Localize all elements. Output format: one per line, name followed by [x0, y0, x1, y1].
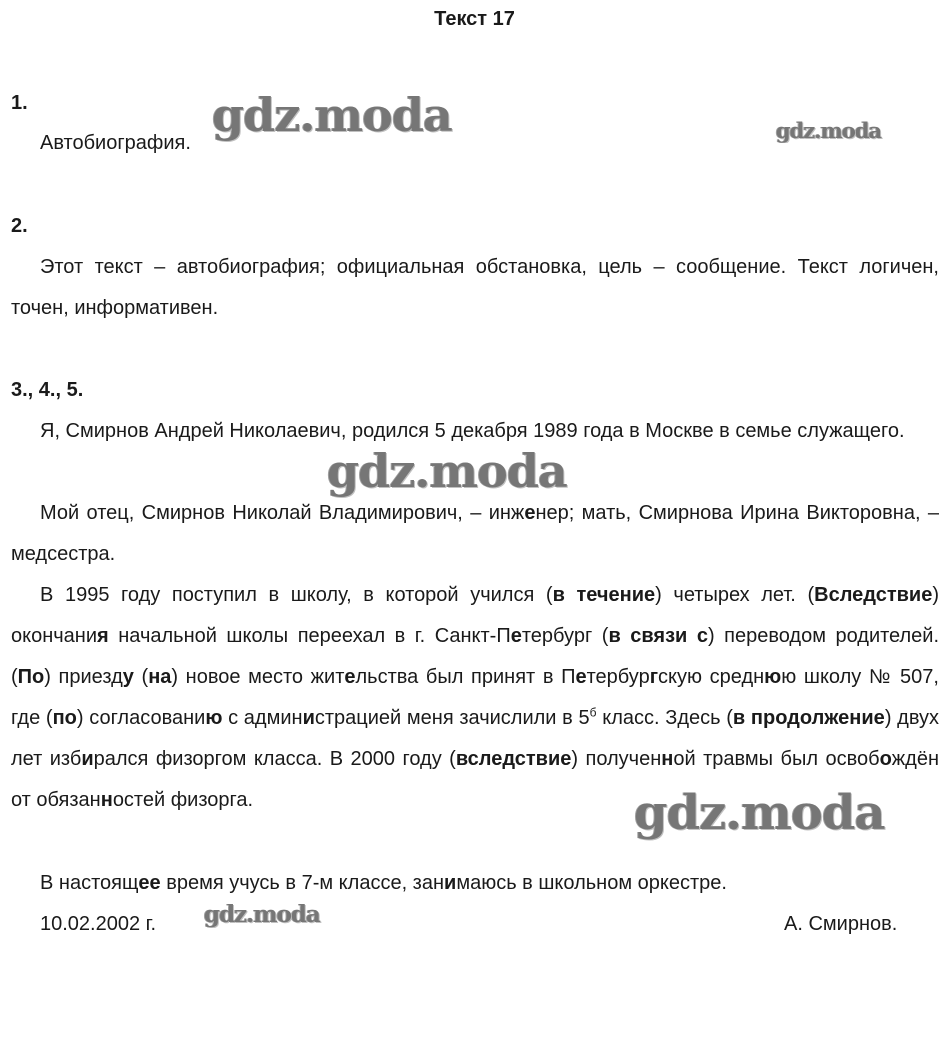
watermark-logo: gdz.moda	[776, 118, 882, 143]
watermark-logo: gdz.moda	[204, 901, 320, 928]
essay-paragraph-1: Я, Смирнов Андрей Николаевич, родился 5 декабря 1989 года в Москве в семье служащего.	[40, 420, 905, 442]
section-2-number: 2.	[11, 215, 28, 237]
essay-signature: А. Смирнов.	[784, 913, 898, 935]
section-1-number: 1.	[11, 92, 28, 114]
watermark-logo: gdz.moda	[634, 785, 885, 841]
watermark-logo: gdz.moda	[327, 444, 567, 498]
section-2-text: Этот текст – автобиография; официальная обстановка, цель – сообщение. Текст логичен, точен, информативен.	[11, 256, 939, 319]
essay-paragraph-2: Мой отец, Смирнов Николай Владимирович, – инженер; мать, Смирнова Ирина Викторовна, – медсестра.	[11, 502, 939, 565]
superscript-class-letter: б	[589, 705, 597, 720]
watermark-logo: gdz.moda	[212, 88, 452, 142]
essay-paragraph-4: В настоящее время учусь в 7-м классе, занимаюсь в школьном оркестре.	[40, 872, 727, 894]
section-3-number: 3., 4., 5.	[11, 379, 84, 401]
section-1-text: Автобиография.	[40, 132, 191, 154]
essay-paragraph-3: В 1995 году поступил в школу, в которой учился (в течение) четырех лет. (Вследствие) окончания начальной школы переехал в г. Санкт-Петербург (в связи с) переводом родителей. (По) приезду (на) новое место жительства был принят в Петербургскую среднюю школу № 507, где (по) согласованию с администрацией меня зачислили в $5^б$ класс. Здесь (в продолжение) двух лет избирался физоргом класса. В 2000 году (вследствие) полученной травмы был освобождён от обязанностей физорга.	[11, 584, 940, 811]
essay-date: 10.02.2002 г.	[40, 913, 157, 935]
page-title: Текст 17	[434, 8, 515, 30]
